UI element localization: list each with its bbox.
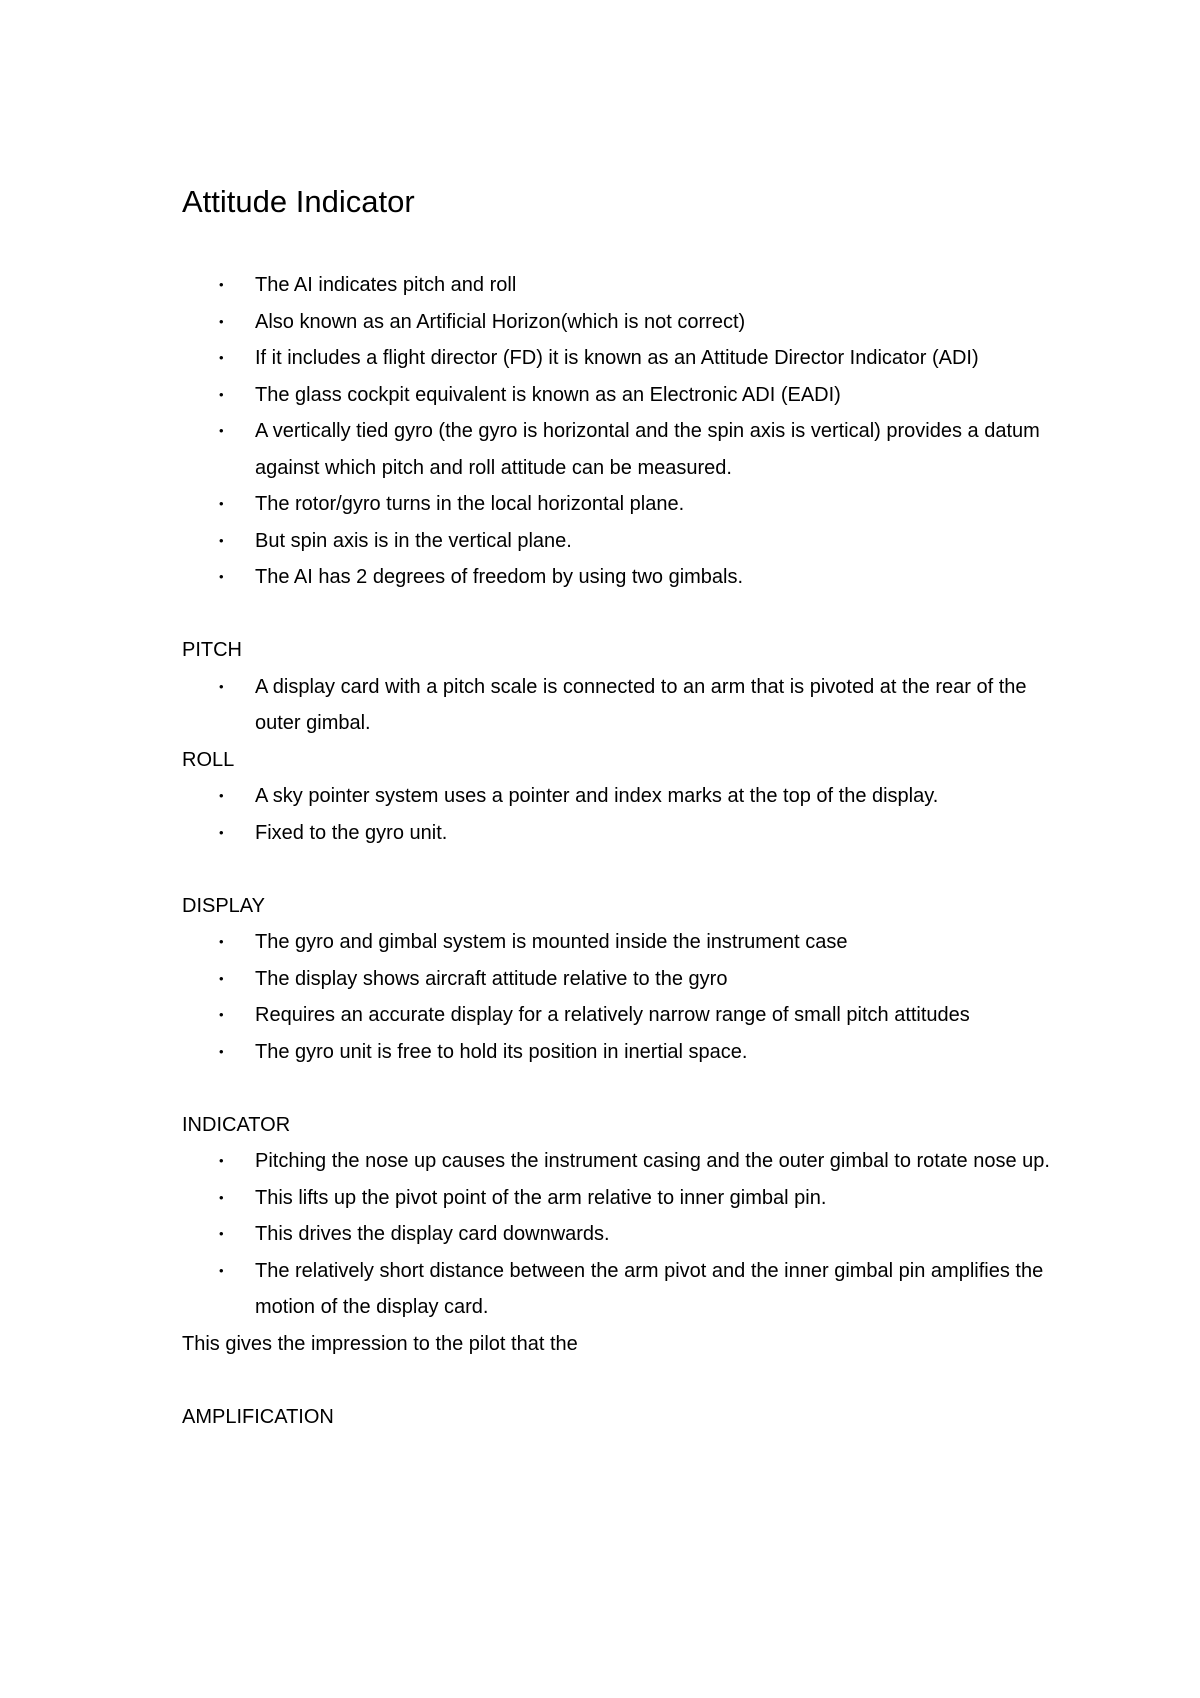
list-item-text: Also known as an Artificial Horizon(which is not correct) <box>255 310 746 333</box>
roll-bullet-list <box>182 778 1062 851</box>
bullet-icon: • <box>219 350 224 365</box>
list-item <box>182 304 1062 341</box>
list-item-text: The AI has 2 degrees of freedom by using two gimbals. <box>255 566 744 588</box>
list-item <box>182 377 1062 414</box>
indicator-heading: INDICATOR <box>182 1113 291 1136</box>
indicator-bullet-list <box>182 1143 1062 1326</box>
list-item <box>182 1180 1062 1217</box>
list-item <box>182 778 1062 815</box>
spacer <box>182 1070 1062 1107</box>
display-bullet-list <box>182 924 1062 1070</box>
list-item <box>182 1143 1062 1180</box>
document-page <box>182 180 1062 1435</box>
bullet-icon: • <box>219 788 224 803</box>
list-item-text: But spin axis is in the vertical plane. <box>255 529 572 552</box>
list-item-text: A vertically tied gyro (the gyro is horizontal and the spin axis is vertical) provides a datum against which pitch and roll attitude can be measured. <box>255 420 1040 479</box>
list-item <box>182 1216 1062 1253</box>
bullet-icon: • <box>219 1189 224 1205</box>
list-item <box>182 1253 1062 1326</box>
display-heading: DISPLAY <box>182 894 265 917</box>
bullet-icon: • <box>219 678 224 694</box>
list-item-text: A display card with a pitch scale is connected to an arm that is pivoted at the rear of the outer gimbal. <box>255 675 1027 734</box>
list-item-text: The gyro unit is free to hold its position in inertial space. <box>255 1040 748 1063</box>
bullet-icon: • <box>219 824 224 840</box>
pitch-bullet-list <box>182 669 1062 742</box>
list-item-text: Fixed to the gyro unit. <box>255 821 448 844</box>
list-item <box>182 340 1062 377</box>
bullet-icon: • <box>219 1153 224 1168</box>
list-item <box>182 997 1062 1034</box>
list-item-text: The gyro and gimbal system is mounted inside the instrument case <box>255 931 848 953</box>
list-item <box>182 523 1062 560</box>
list-item-text: This drives the display card downwards. <box>255 1223 610 1245</box>
bullet-icon: • <box>219 970 224 986</box>
list-item <box>182 669 1062 742</box>
spacer <box>182 596 1062 633</box>
list-item <box>182 267 1062 304</box>
bullet-icon: • <box>219 313 224 329</box>
spacer <box>182 1362 1062 1399</box>
bullet-icon: • <box>219 1226 224 1241</box>
intro-bullet-list <box>182 267 1062 596</box>
bullet-icon: • <box>219 386 224 402</box>
bullet-icon: • <box>219 1043 224 1059</box>
list-item <box>182 924 1062 961</box>
bullet-icon: • <box>219 532 224 548</box>
bullet-icon: • <box>219 277 224 292</box>
list-item-text: The display shows aircraft attitude relative to the gyro <box>255 967 728 990</box>
list-item-text: The glass cockpit equivalent is known as an Electronic ADI (EADI) <box>255 383 841 406</box>
list-item-text: A sky pointer system uses a pointer and index marks at the top of the display. <box>255 785 939 807</box>
list-item-text: The relatively short distance between the arm pivot and the inner gimbal pin amplifies the motion of the display card. <box>255 1259 1044 1318</box>
bullet-icon: • <box>219 1262 224 1278</box>
bullet-icon: • <box>219 1007 224 1022</box>
bullet-icon: • <box>219 569 224 584</box>
spacer <box>182 851 1062 888</box>
bullet-icon: • <box>219 934 224 949</box>
list-item <box>182 1034 1062 1071</box>
list-item-text: The AI indicates pitch and roll <box>255 274 517 296</box>
page-title: Attitude Indicator <box>182 184 415 219</box>
list-item <box>182 815 1062 852</box>
list-item-text: This lifts up the pivot point of the arm relative to inner gimbal pin. <box>255 1186 827 1209</box>
amplification-heading: AMPLIFICATION <box>182 1405 334 1428</box>
list-item-text: Requires an accurate display for a relatively narrow range of small pitch attitudes <box>255 1004 970 1026</box>
indicator-trailing-text: This gives the impression to the pilot that the <box>182 1332 578 1355</box>
bullet-icon: • <box>219 423 224 438</box>
list-item <box>182 413 1062 486</box>
list-item <box>182 486 1062 523</box>
pitch-heading: PITCH <box>182 639 242 661</box>
list-item <box>182 559 1062 596</box>
bullet-icon: • <box>219 496 224 511</box>
list-item-text: The rotor/gyro turns in the local horizontal plane. <box>255 493 685 515</box>
list-item-text: Pitching the nose up causes the instrument casing and the outer gimbal to rotate nose up. <box>255 1150 1050 1172</box>
roll-heading: ROLL <box>182 748 235 771</box>
list-item <box>182 961 1062 998</box>
list-item-text: If it includes a flight director (FD) it is known as an Attitude Director Indicator (ADI) <box>255 347 979 369</box>
